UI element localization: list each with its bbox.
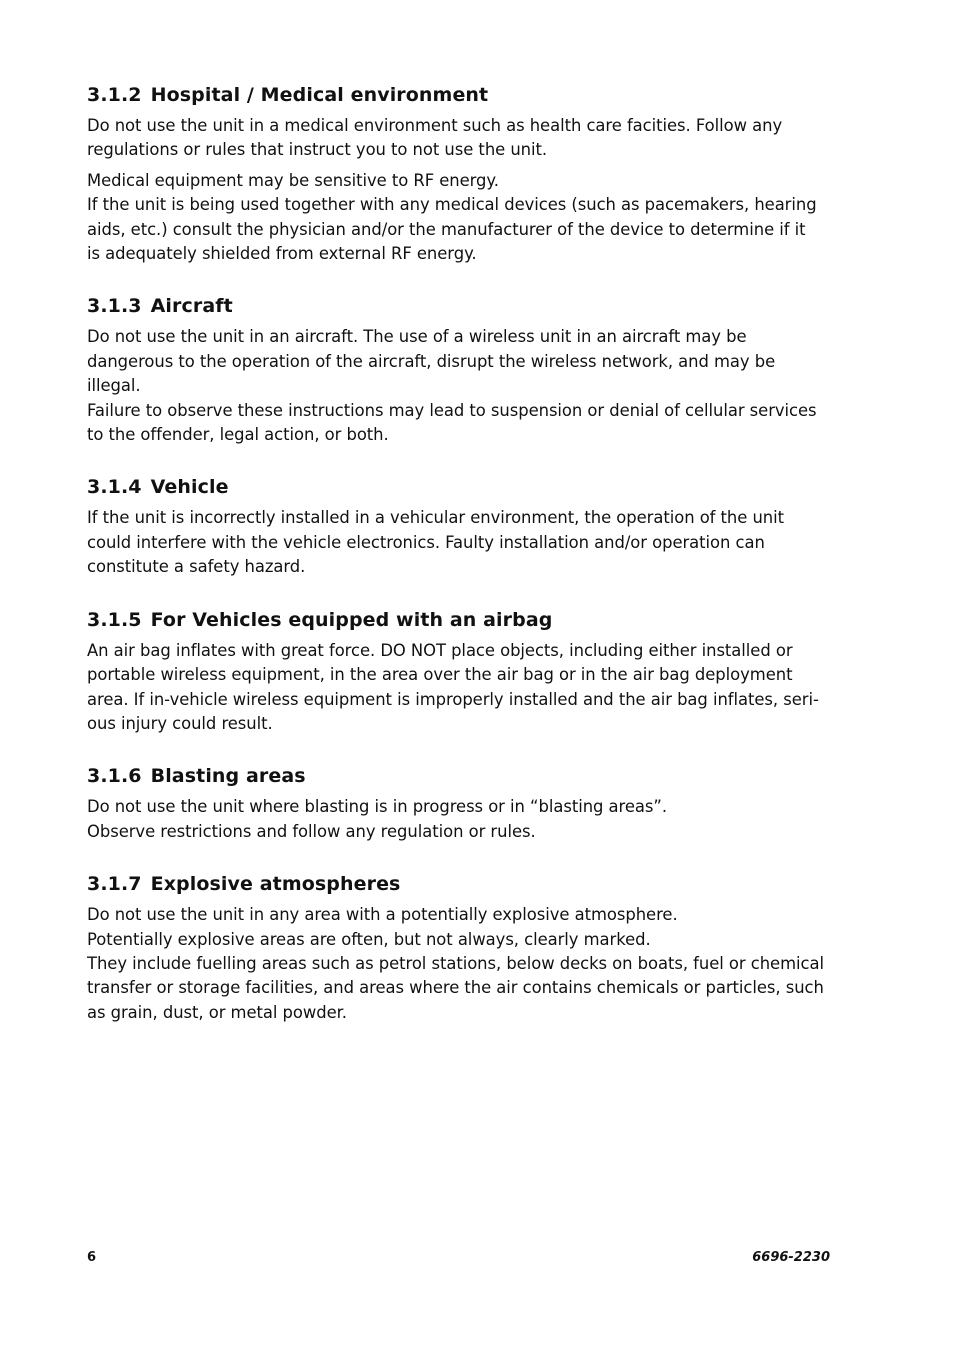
section-heading bbox=[87, 763, 832, 789]
text-line: Potentially explosive areas are often, but not always, clearly marked. bbox=[87, 929, 651, 949]
text-line: regulations or rules that instruct you to not use the unit. bbox=[87, 140, 548, 160]
text-line: If the unit is incorrectly installed in a vehicular environment, the operation of the unit bbox=[87, 508, 785, 528]
section-heading bbox=[87, 607, 832, 633]
text-line: Do not use the unit where blasting is in progress or in “blasting areas”. bbox=[87, 797, 667, 817]
page-number: 6 bbox=[87, 1250, 97, 1265]
text-line: illegal. bbox=[87, 376, 141, 396]
paragraph bbox=[87, 639, 832, 737]
text-line: area. If in-vehicle wireless equipment is improperly installed and the air bag inflates, seri- bbox=[87, 689, 819, 709]
text-line: Do not use the unit in an aircraft. The use of a wireless unit in an aircraft may be bbox=[87, 327, 747, 347]
text-line: ous injury could result. bbox=[87, 713, 273, 733]
section-number: 3.1.3 bbox=[87, 295, 142, 318]
paragraph bbox=[87, 169, 832, 267]
text-line: aids, etc.) consult the physician and/or the manufacturer of the device to determine if it bbox=[87, 219, 806, 239]
text-line: constitute a safety hazard. bbox=[87, 557, 306, 577]
section-title: Hospital / Medical environment bbox=[150, 84, 489, 106]
section-number: 3.1.6 bbox=[87, 765, 142, 788]
section-number: 3.1.4 bbox=[87, 476, 142, 499]
text-line: as grain, dust, or metal powder. bbox=[87, 1002, 347, 1022]
section-heading bbox=[87, 82, 832, 108]
text-line: could interfere with the vehicle electronics. Faulty installation and/or operation can bbox=[87, 532, 765, 552]
paragraph bbox=[87, 325, 832, 447]
section-aircraft bbox=[87, 293, 832, 447]
section-title: Blasting areas bbox=[150, 765, 306, 788]
text-line: Medical equipment may be sensitive to RF energy. bbox=[87, 170, 499, 190]
text-line: They include fuelling areas such as petrol stations, below decks on boats, fuel or chemical bbox=[87, 953, 824, 973]
section-title: For Vehicles equipped with an airbag bbox=[150, 608, 553, 631]
text-line: An air bag inflates with great force. DO NOT place objects, including either installed or bbox=[87, 640, 793, 660]
text-line: Observe restrictions and follow any regulation or rules. bbox=[87, 821, 536, 841]
section-number: 3.1.7 bbox=[87, 873, 142, 896]
section-heading bbox=[87, 474, 832, 500]
section-title: Vehicle bbox=[150, 476, 229, 499]
section-heading bbox=[87, 293, 832, 319]
section-title: Aircraft bbox=[150, 295, 233, 318]
section-number: 3.1.5 bbox=[87, 608, 142, 631]
section-vehicle bbox=[87, 474, 832, 579]
text-line: is adequately shielded from external RF energy. bbox=[87, 244, 477, 264]
text-line: transfer or storage facilities, and areas where the air contains chemicals or particles, such bbox=[87, 978, 824, 998]
paragraph bbox=[87, 506, 832, 579]
section-heading bbox=[87, 871, 832, 897]
paragraph bbox=[87, 903, 832, 1025]
section-hospital-medical bbox=[87, 82, 832, 266]
text-line: If the unit is being used together with any medical devices (such as pacemakers, hearing bbox=[87, 195, 817, 215]
section-airbag bbox=[87, 607, 832, 737]
text-line: Do not use the unit in any area with a potentially explosive atmosphere. bbox=[87, 905, 678, 925]
section-title: Explosive atmospheres bbox=[150, 873, 401, 896]
text-line: Do not use the unit in a medical environment such as health care facities. Follow any bbox=[87, 116, 783, 135]
section-number: 3.1.2 bbox=[87, 84, 142, 106]
page-content bbox=[87, 82, 832, 1025]
text-line: dangerous to the operation of the aircraft, disrupt the wireless network, and may be bbox=[87, 351, 776, 371]
text-line: portable wireless equipment, in the area over the air bag or in the air bag deployment bbox=[87, 665, 793, 685]
section-blasting-areas bbox=[87, 763, 832, 844]
document-number: 6696-2230 bbox=[752, 1250, 830, 1265]
section-explosive-atmospheres bbox=[87, 871, 832, 1025]
paragraph bbox=[87, 795, 832, 844]
text-line: to the offender, legal action, or both. bbox=[87, 425, 389, 445]
text-line: Failure to observe these instructions may lead to suspension or denial of cellular services bbox=[87, 400, 817, 420]
paragraph bbox=[87, 114, 832, 163]
